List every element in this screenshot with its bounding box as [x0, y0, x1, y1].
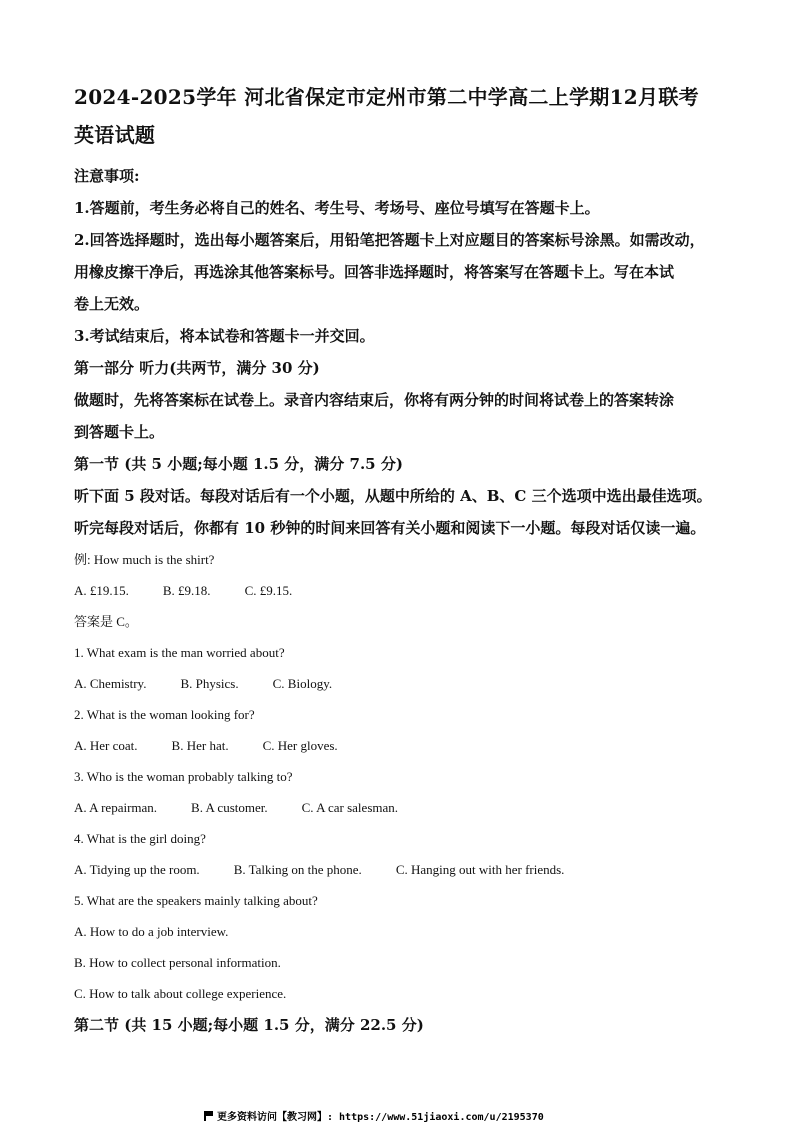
notice-line-2: 2.回答选择题时，选出每小题答案后，用铅笔把答题卡上对应题目的答案标号涂黑。如需改动，	[74, 231, 705, 249]
example-answer: 答案是 C。	[74, 614, 138, 629]
example-question: 例: How much is the shirt?	[74, 552, 215, 567]
notice-line-3: 用橡皮擦干净后，再选涂其他答案标号。回答非选择题时，将答案写在答题卡上。写在本试	[74, 263, 675, 281]
part1-instruction-2: 到答题卡上。	[74, 423, 165, 441]
question-1: 1. What exam is the man worried about?	[74, 645, 285, 660]
question-4-option-c: C. Hanging out with her friends.	[395, 862, 565, 877]
notice-line-1: 1.答题前，考生务必将自己的姓名、考生号、考场号、座位号填写在答题卡上。	[74, 199, 600, 217]
question-4: 4. What is the girl doing?	[74, 831, 206, 846]
question-3-option-b: B. A customer.	[191, 800, 268, 815]
part1-heading: 第一部分 听力(共两节，满分 30 分)	[74, 359, 320, 377]
flag-icon	[204, 1111, 213, 1121]
example-options	[74, 575, 734, 606]
question-2-option-b: B. Her hat.	[171, 738, 229, 753]
question-4-options	[74, 854, 734, 885]
question-4-option-b: B. Talking on the phone.	[233, 862, 362, 877]
question-2-options	[74, 730, 734, 761]
question-5-option-a: A. How to do a job interview.	[74, 924, 229, 939]
question-1-options	[74, 668, 734, 699]
section1-heading: 第一节 (共 5 小题;每小题 1.5 分，满分 7.5 分)	[74, 455, 403, 473]
question-5-option-c: C. How to talk about college experience.	[74, 986, 287, 1001]
question-5-option-b: B. How to collect personal information.	[74, 955, 281, 970]
question-1-option-a: A. Chemistry.	[74, 676, 147, 691]
question-2-option-a: A. Her coat.	[74, 738, 138, 753]
notice-line-5: 3.考试结束后，将本试卷和答题卡一并交回。	[74, 327, 375, 345]
exam-title-line1: 2024-2025学年 河北省保定市定州市第二中学高二上学期12月联考	[74, 85, 699, 109]
question-4-option-a: A. Tidying up the room.	[74, 862, 200, 877]
example-option-c: C. £9.15.	[244, 583, 293, 598]
notice-label: 注意事项:	[74, 167, 140, 185]
part1-instruction-1: 做题时，先将答案标在试卷上。录音内容结束后，你将有两分钟的时间将试卷上的答案转涂	[74, 391, 675, 409]
question-3-option-c: C. A car salesman.	[301, 800, 399, 815]
question-3-option-a: A. A repairman.	[74, 800, 158, 815]
example-option-b: B. £9.18.	[162, 583, 211, 598]
footer-link[interactable]	[204, 1108, 544, 1123]
question-5: 5. What are the speakers mainly talking about?	[74, 893, 318, 908]
question-1-option-c: C. Biology.	[272, 676, 333, 691]
question-2: 2. What is the woman looking for?	[74, 707, 255, 722]
exam-title-line2: 英语试题	[74, 123, 156, 147]
exam-page	[74, 78, 734, 1041]
question-3: 3. Who is the woman probably talking to?	[74, 769, 293, 784]
question-1-option-b: B. Physics.	[180, 676, 239, 691]
question-3-options	[74, 792, 734, 823]
section1-instruction-2: 听完每段对话后，你都有 10 秒钟的时间来回答有关小题和阅读下一小题。每段对话仅读一遍。	[74, 519, 706, 537]
footer-text[interactable]: 更多资料访问【教习网】: https://www.51jiaoxi.com/u/2195370	[217, 1112, 544, 1123]
section1-instruction-1: 听下面 5 段对话。每段对话后有一个小题，从题中所给的 A、B、C 三个选项中选出最佳选项。	[74, 487, 712, 505]
section2-heading: 第二节 (共 15 小题;每小题 1.5 分，满分 22.5 分)	[74, 1016, 424, 1034]
example-option-a: A. £19.15.	[74, 583, 129, 598]
question-2-option-c: C. Her gloves.	[262, 738, 338, 753]
notice-line-4: 卷上无效。	[74, 295, 150, 313]
